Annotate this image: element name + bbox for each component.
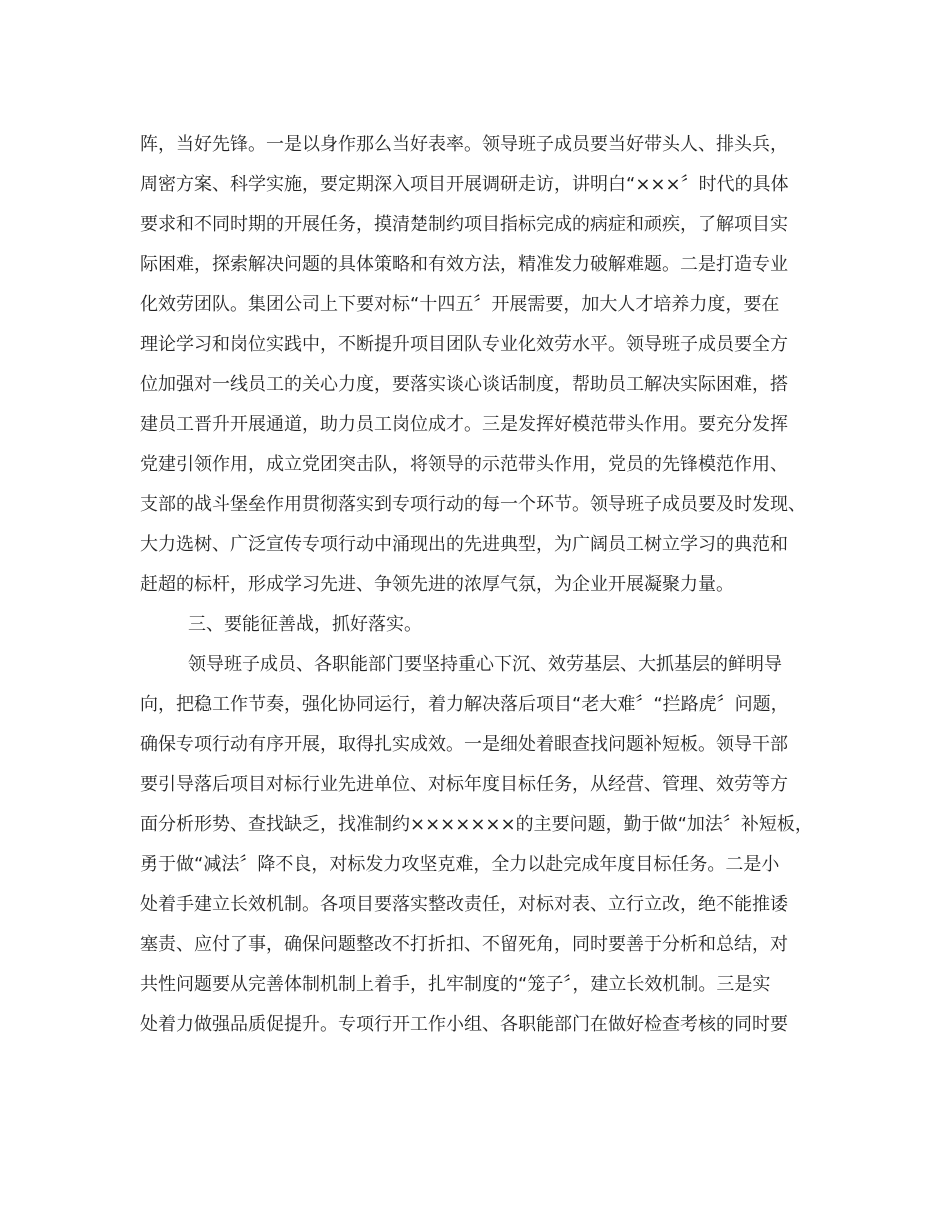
text-line: 面分析形势、查找缺乏，找准制约×××××××的主要问题，勤于做“加法〞补短板，: [140, 814, 813, 835]
text-line: 塞责、应付了事，确保问题整改不打折扣、不留死角，同时要善于分析和总结，对: [140, 934, 788, 955]
paragraph-first-line: 领导班子成员、各职能部门要坚持重心下沉、效劳基层、大抓基层的鲜明导: [188, 654, 782, 675]
document-body: [140, 128, 830, 1048]
text-line: 勇于做“减法〞降不良，对标发力攻坚克难，全力以赴完成年度目标任务。二是小: [140, 854, 780, 875]
text-line: 位加强对一线员工的关心力度，要落实谈心谈话制度，帮助员工解决实际困难，搭: [140, 374, 788, 395]
text-line: 确保专项行动有序开展，取得扎实成效。一是细处着眼查找问题补短板。领导干部: [140, 734, 788, 755]
text-line: 向，把稳工作节奏，强化协同运行，着力解决落后项目“老大难〞“拦路虎〞问题，: [140, 694, 789, 715]
text-line: 要引导落后项目对标行业先进单位、对标年度目标任务，从经营、管理、效劳等方: [140, 774, 788, 795]
text-line: 阵，当好先锋。一是以身作那么当好表率。领导班子成员要当好带头人、排头兵，: [140, 134, 788, 155]
text-line: 处着手建立长效机制。各项目要落实整改责任，对标对表、立行立改，绝不能推诿: [140, 894, 788, 915]
text-line: 支部的战斗堡垒作用贯彻落实到专项行动的每一个环节。领导班子成员要及时发现、: [140, 494, 806, 515]
text-line: 际困难，探索解决问题的具体策略和有效方法，精准发力破解难题。二是打造专业: [140, 254, 788, 275]
text-line: 理论学习和岗位实践中，不断提升项目团队专业化效劳水平。领导班子成员要全方: [140, 334, 788, 355]
text-line: 化效劳团队。集团公司上下要对标“十四五〞开展需要，加大人才培养力度，要在: [140, 294, 780, 315]
text-line: 周密方案、科学实施，要定期深入项目开展调研走访，讲明白“×××〞时代的具体: [140, 174, 789, 195]
section-heading: 三、要能征善战，抓好落实。: [188, 614, 422, 635]
text-line: 处着力做强品质促提升。专项行开工作小组、各职能部门在做好检查考核的同时要: [140, 1014, 788, 1035]
text-line: 赶超的标杆，形成学习先进、争领先进的浓厚气氛，为企业开展凝聚力量。: [140, 574, 734, 595]
text-line: 要求和不同时期的开展任务，摸清楚制约项目指标完成的病症和顽疾，了解项目实: [140, 214, 788, 235]
text-line: 大力选树、广泛宣传专项行动中涌现出的先进典型，为广阔员工树立学习的典范和: [140, 534, 788, 555]
text-line: 党建引领作用，成立党团突击队，将领导的示范带头作用，党员的先锋模范作用、: [140, 454, 788, 475]
text-line: 建员工晋升开展通道，助力员工岗位成才。三是发挥好模范带头作用。要充分发挥: [140, 414, 788, 435]
text-line: 共性问题要从完善体制机制上着手，扎牢制度的“笼子〞，建立长效机制。三是实: [140, 974, 771, 995]
